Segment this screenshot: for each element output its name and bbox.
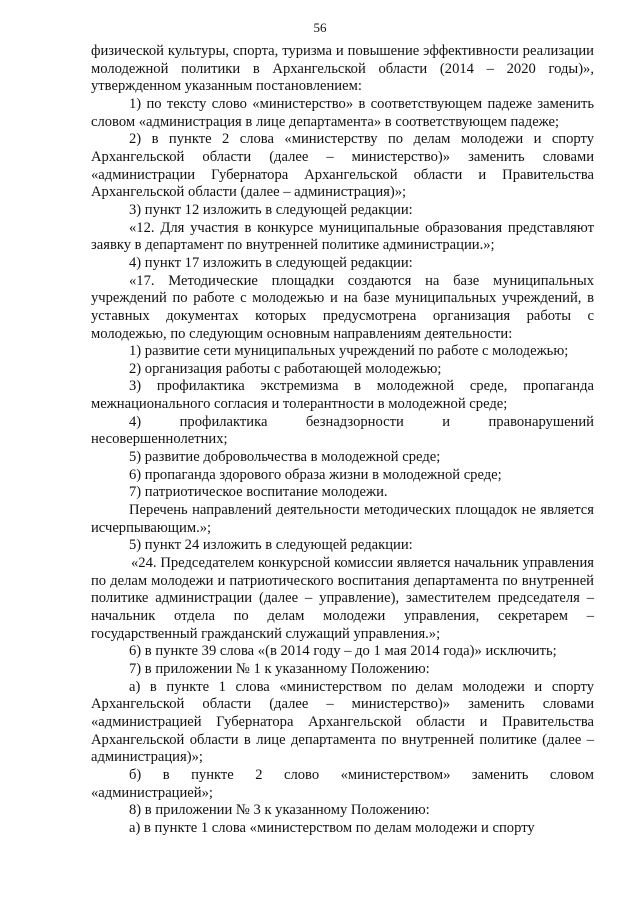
list-item-direction-5: 5) развитие добровольчества в молодежной среде; — [129, 449, 441, 466]
paragraph-item-1: 1) по тексту слово «министерство» в соответствующем падеже заменить словом «администрация в лице департамента» в соответствующем падеже; — [91, 95, 594, 130]
paragraph-item-7a: а) в пункте 1 слова «министерством по делам молодежи и спорту Архангельской области (далее – министерство)» заменить словами «администрацией Губернатора Архангельской области и Правительства Архангельской области в лице департамента по внутренней политике (далее – администрация)»; — [91, 678, 594, 766]
list-item-direction-6: 6) пропаганда здорового образа жизни в молодежной среде; — [129, 466, 502, 483]
paragraph-directions-note: Перечень направлений деятельности методических площадок не является исчерпывающим.»; — [91, 502, 594, 536]
paragraph-clause-17: «17. Методические площадки создаются на базе муниципальных учреждений по работе с молодежью и на базе муниципальных учреждений, в уставных документах которых предусмотрена организация работы с молодежью, по следующим основным направлениям деятельности: — [91, 272, 594, 342]
list-item-direction-4: 4) профилактика безнадзорности и правонарушений несовершеннолетних; — [91, 413, 594, 448]
paragraph-item-8a: а) в пункте 1 слова «министерством по делам молодежи и спорту — [129, 819, 535, 836]
paragraph-clause-12: «12. Для участия в конкурсе муниципальные образования представляют заявку в департамент по внутренней политике администрации.»; — [91, 219, 594, 254]
page-number: 56 — [313, 20, 327, 35]
paragraph-item-2: 2) в пункте 2 слова «министерству по делам молодежи и спорту Архангельской области (далее – министерство)» заменить словами «администрации Губернатора Архангельской области и Правительства Архангельской области (далее – администрация)»; — [91, 131, 594, 201]
paragraph-item-5: 5) пункт 24 изложить в следующей редакции: — [129, 537, 413, 554]
list-item-direction-7: 7) патриотическое воспитание молодежи. — [129, 484, 388, 501]
paragraph-item-7b: б) в пункте 2 слово «министерством» заменить словом «администрацией»; — [91, 766, 594, 801]
paragraph-item-3: 3) пункт 12 изложить в следующей редакции: — [129, 201, 413, 218]
list-item-direction-3: 3) профилактика экстремизма в молодежной среде, пропаганда межнационального согласия и толерантности в молодежной среде; — [91, 378, 594, 413]
paragraph-item-8: 8) в приложении № 3 к указанному Положению: — [129, 802, 430, 819]
paragraph-item-6: 6) в пункте 39 слова «(в 2014 году – до 1 мая 2014 года)» исключить; — [129, 643, 557, 660]
list-item-direction-2: 2) организация работы с работающей молодежью; — [129, 360, 442, 377]
paragraph-item-7: 7) в приложении № 1 к указанному Положению: — [129, 660, 430, 677]
document-body — [91, 43, 594, 838]
paragraph-clause-24: «24. Председателем конкурсной комиссии является начальник управления по делам молодежи и патриотического воспитания департамента по внутренней политике администрации (далее – управление), заместителем председателя – начальник отдела по делам молодежи управления, секретарем – государственный гражданский служащий управления.»; — [91, 555, 594, 642]
paragraph-intro-continuation: физической культуры, спорта, туризма и повышение эффективности реализации молодежной политики в Архангельской области (2014 – 2020 годы)», утвержденном указанным постановлением: — [91, 43, 594, 95]
paragraph-item-4: 4) пункт 17 изложить в следующей редакции: — [129, 254, 413, 271]
list-item-direction-1: 1) развитие сети муниципальных учреждений по работе с молодежью; — [129, 343, 569, 360]
